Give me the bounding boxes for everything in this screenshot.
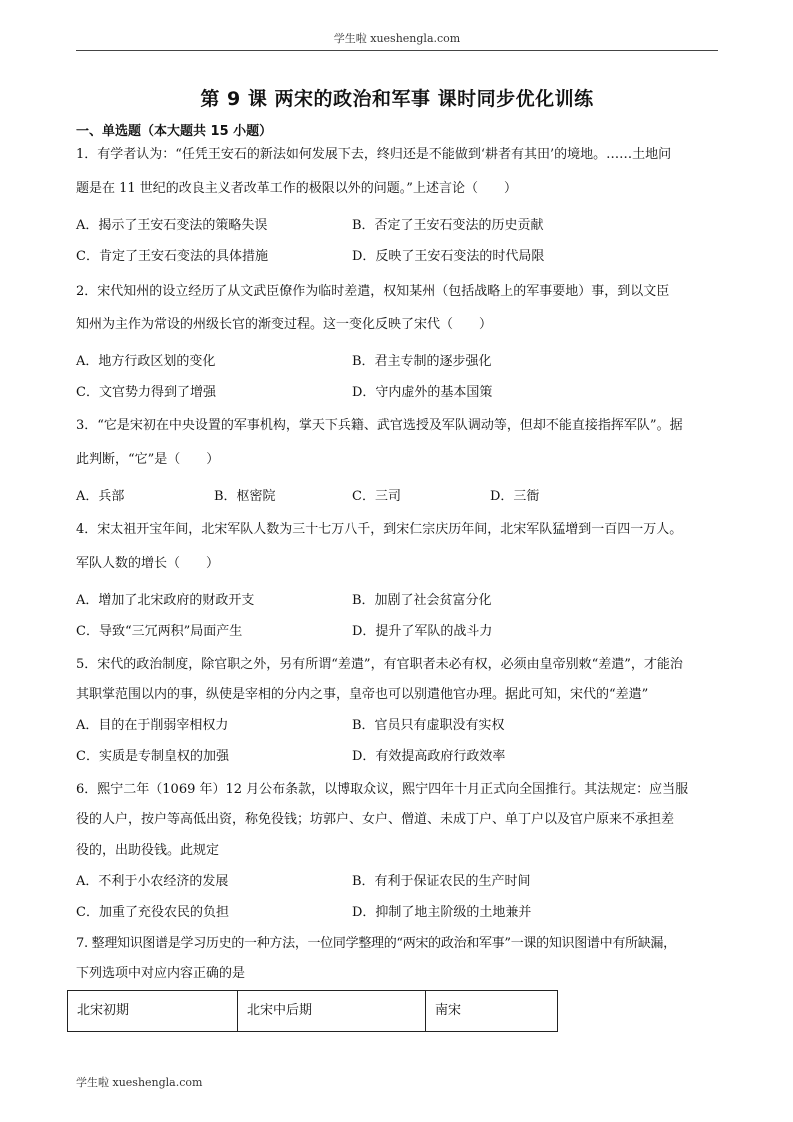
question-5-option-c: C．实质是专制皇权的加强: [76, 749, 229, 764]
knowledge-map-table: [67, 990, 558, 1032]
question-5-option-d: D．有效提高政府行政效率: [352, 749, 506, 764]
question-7-line-2: 下列选项中对应内容正确的是: [76, 966, 246, 981]
table-header-cell: 北宋中后期: [238, 991, 426, 1031]
question-6-line-2: 役的人户，按户等高低出资，称免役钱；坊郭户、女户、僧道、未成丁户、单丁户以及官户原来不承担差: [76, 812, 675, 827]
question-5-line-2: 其职掌范围以内的事，纵使是宰相的分内之事，皇帝也可以别遣他官办理。据此可知，宋代的“差遣”: [76, 687, 649, 702]
page-header: 学生啦 xueshengla.com: [76, 30, 718, 51]
question-1-option-b: B．否定了王安石变法的历史贡献: [352, 218, 544, 233]
question-6-line-3: 役的，出助役钱。此规定: [76, 843, 220, 858]
table-header-cell: 北宋初期: [68, 991, 238, 1031]
question-2-option-a: A．地方行政区划的变化: [76, 354, 216, 369]
question-4-option-a: A．增加了北宋政府的财政开支: [76, 593, 255, 608]
question-1-option-a: A．揭示了王安石变法的策略失误: [76, 218, 268, 233]
question-1-line-1: 1．有学者认为：“任凭王安石的新法如何发展下去，终归还是不能做到‘耕者有其田’的境地。……土地问: [76, 147, 672, 162]
table-header-cell: 南宋: [435, 1003, 462, 1018]
question-6-option-a: A．不利于小农经济的发展: [76, 874, 229, 889]
question-4-option-d: D．提升了军队的战斗力: [352, 624, 493, 639]
question-3-option-d: D．三衙: [490, 489, 540, 504]
question-6-line-1: 6．熙宁二年（1069 年）12 月公布条款，以博取众议，熙宁四年十月正式向全国推行。其法规定：应当服: [76, 782, 689, 797]
question-3-line-1: 3．“它是宋初在中央设置的军事机构，掌天下兵籍、武官选授及军队调动等，但却不能直接指挥军队”。据: [76, 418, 683, 433]
question-1-line-2: 题是在 11 世纪的改良主义者改革工作的极限以外的问题。”上述言论（ ）: [76, 181, 517, 196]
question-3-line-2: 此判断，“它”是（ ）: [76, 452, 220, 467]
question-3-option-a: A．兵部: [76, 489, 125, 504]
page-title: 第 9 课 两宋的政治和军事 课时同步优化训练: [200, 88, 594, 110]
question-6-option-b: B．有利于保证农民的生产时间: [352, 874, 531, 889]
question-1-option-c: C．肯定了王安石变法的具体措施: [76, 249, 268, 264]
question-3-option-c: C．三司: [352, 489, 401, 504]
question-2-line-2: 知州为主作为常设的州级长官的渐变过程。这一变化反映了宋代（ ）: [76, 317, 493, 332]
question-1-option-d: D．反映了王安石变法的时代局限: [352, 249, 545, 264]
question-4-option-b: B．加剧了社会贫富分化: [352, 593, 492, 608]
page-footer: 学生啦 xueshengla.com: [76, 1076, 203, 1089]
section-heading: 一、单选题（本大题共 15 小题）: [76, 124, 273, 139]
question-3-option-b: B．枢密院: [214, 489, 276, 504]
question-2-line-1: 2．宋代知州的设立经历了从文武臣僚作为临时差遣，权知某州（包括战略上的军事要地）事，到以文臣: [76, 284, 670, 299]
question-6-option-c: C．加重了充役农民的负担: [76, 905, 229, 920]
question-4-line-2: 军队人数的增长（ ）: [76, 556, 220, 571]
question-5-option-b: B．官员只有虚职没有实权: [352, 718, 505, 733]
question-2-option-d: D．守内虚外的基本国策: [352, 385, 493, 400]
question-7-line-1: 7. 整理知识图谱是学习历史的一种方法，一位同学整理的“两宋的政治和军事”一课的知识图谱中有所缺漏，: [76, 936, 676, 951]
question-2-option-b: B．君主专制的逐步强化: [352, 354, 492, 369]
question-2-option-c: C．文官势力得到了增强: [76, 385, 216, 400]
question-4-option-c: C．导致“三冗两积”局面产生: [76, 624, 243, 639]
question-5-option-a: A．目的在于削弱宰相权力: [76, 718, 229, 733]
question-4-line-1: 4．宋太祖开宝年间，北宋军队人数为三十七万八千，到宋仁宗庆历年间，北宋军队猛增到一百四一万人。: [76, 522, 683, 537]
question-5-line-1: 5．宋代的政治制度，除官职之外，另有所谓“差遣”，有官职者未必有权，必须由皇帝别敕“差遣”，才能治: [76, 657, 683, 672]
question-6-option-d: D．抑制了地主阶级的土地兼并: [352, 905, 532, 920]
